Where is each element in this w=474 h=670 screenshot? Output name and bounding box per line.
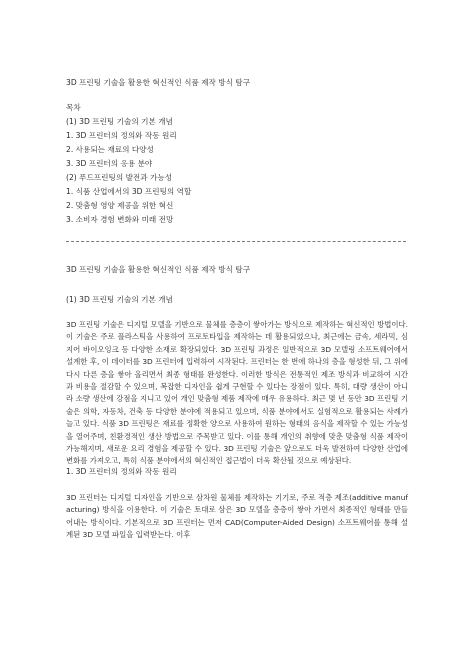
toc-item: (2) 푸드프린팅의 발전과 가능성: [66, 173, 173, 182]
toc-item: 1. 식품 산업에서의 3D 프린팅의 역할: [66, 187, 192, 196]
section-heading: (1) 3D 프린팅 기술의 기본 개념: [66, 295, 173, 304]
body-title: 3D 프린팅 기술을 활용한 혁신적인 식품 제작 방식 탐구: [66, 265, 251, 274]
toc-item: (1) 3D 프린팅 기술의 기본 개념: [66, 117, 173, 126]
toc-item: 3. 소비자 경험 변화와 미래 전망: [66, 215, 174, 224]
toc-item: 3. 3D 프린터의 응용 분야: [66, 159, 153, 168]
toc-item: 2. 맞춤형 영양 제공을 위한 혁신: [66, 201, 174, 210]
toc-item: 2. 사용되는 재료의 다양성: [66, 145, 154, 154]
toc-heading: 목차: [66, 103, 81, 112]
paragraph-text: 3D 프린팅 기술은 디지털 모델을 기반으로 물체를 층층이 쌓아가는 방식으로 제작하는 혁신적인 방법이다. 이 기술은 주로 플라스틱을 사용하여 프로토타입을 제작하는 데 활용되었으나, 최근에는 금속, 세라믹, 심지어 바이오잉크 등 다양한 소재로 확장되었다. 3D 프린팅 과정은 일반적으로 3D 모델링 소프트웨어에서 설계한 후, 이 데이터를 3D 프린터에 입력하여 시작된다. 프린터는 한 번에 하나의 층을 형성한 뒤, 그 위에 다시 다른 층을 쌓아 올리면서 최종 형태를 완성한다. 이러한 방식은 전통적인 제조 방식과 비교하여 시간과 비용을 절감할 수 있으며, 복잡한 디자인을 쉽게 구현할 수 있다는 장점이 있다. 특히, 대량 생산이 아니라 소량 생산에 강점을 지니고 있어 개인 맞춤형 제품 제작에 매우 유용하다. 최근 몇 년 동안 3D 프린팅 기술은 의학, 자동차, 건축 등 다양한 분야에 적용되고 있으며, 식품 분야에서도 실험적으로 활용되는 사례가 늘고 있다. 식품 3D 프린팅은 재료를 정확한 양으로 사용하여 원하는 형태의 음식을 제작할 수 있는 가능성을 열어주며, 친환경적인 생산 방법으로 주목받고 있다. 이를 통해 개인의 취향에 맞춘 맞춤형 식품 제작이 가능해지며, 새로운 요리 경험을 제공할 수 있다. 3D 프린팅 기술은 앞으로도 더욱 발전하여 다양한 산업에 변화를 가져오고, 특히 식품 분야에서의 혁신적인 접근법이 더욱 확산될 것으로 예상된다.: [66, 320, 408, 466]
paragraph-definition: [66, 492, 408, 542]
paragraph-concept: [66, 319, 408, 468]
paragraph-text: 3D 프린터는 디지털 디자인을 기반으로 삼차원 물체를 제작하는 기기로, 주로 적층 제조(additive manufacturing) 방식을 이용한다. 이 기술은 토대로 삼은 3D 모델을 층층이 쌓아 가면서 최종적인 형태를 만들어내는 방식이다. 기본적으로 3D 프린터는 먼저 CAD(Computer-Aided Design) 소프트웨어를 통해 설계된 3D 모델 파일을 입력받는다. 이후: [66, 493, 408, 540]
section-divider: [66, 241, 406, 242]
subsection-heading: 1. 3D 프린터의 정의와 작동 원리: [66, 467, 177, 476]
document-title: 3D 프린팅 기술을 활용한 혁신적인 식품 제작 방식 탐구: [66, 78, 251, 87]
toc-item: 1. 3D 프린터의 정의와 작동 원리: [66, 131, 177, 140]
